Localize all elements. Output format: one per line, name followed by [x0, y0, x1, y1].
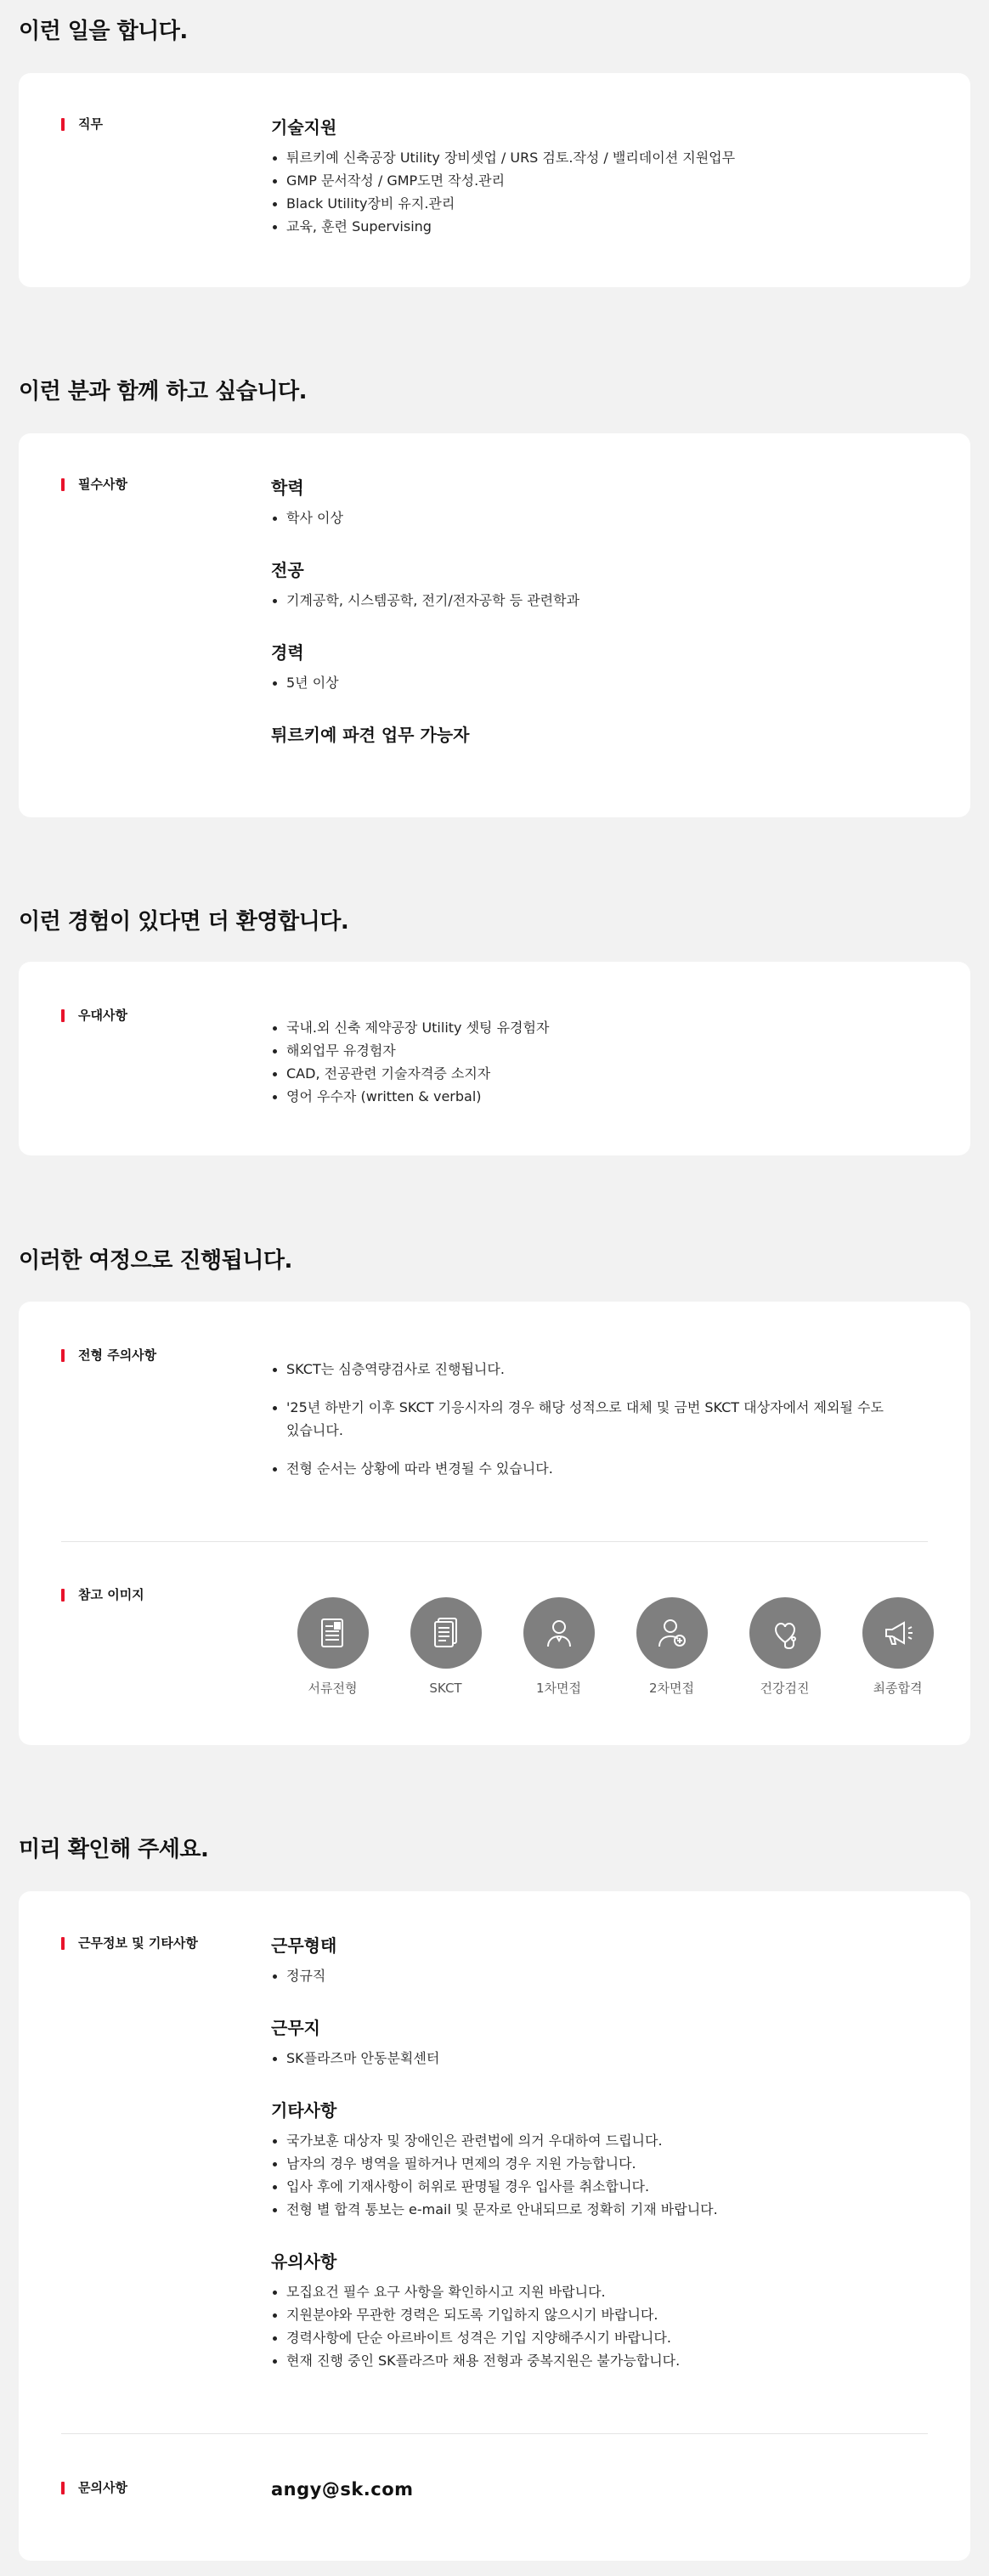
process-step-label: 1차면접	[535, 1681, 581, 1696]
education-list	[271, 506, 936, 529]
section-title-job: 이런 일을 합니다.	[19, 19, 188, 44]
preferred-list	[271, 1016, 936, 1108]
work-type-heading: 근무형태	[271, 1935, 337, 1956]
caution-item: 현재 진행 중인 SK플라즈마 채용 전형과 중복지원은 불가능합니다.	[271, 2349, 936, 2372]
info-label: 근무정보 및 기타사항	[61, 1935, 198, 1951]
process-step	[276, 1597, 389, 1696]
process-notice-item: 전형 순서는 상황에 따라 변경될 수 있습니다.	[271, 1457, 900, 1480]
reference-image-label: 참고 이미지	[61, 1587, 144, 1602]
job-label: 직무	[61, 116, 103, 132]
process-notice-content	[271, 1358, 900, 1480]
stethoscope-heart-icon	[749, 1597, 821, 1669]
preferred-item: 국내.외 신축 제약공장 Utility 셋팅 유경험자	[271, 1016, 936, 1039]
job-duty-item: 튀르키예 신축공장 Utility 장비셋업 / URS 검토.작성 / 밸리데이션 지원업무	[271, 146, 936, 169]
etc-list	[271, 2129, 936, 2221]
process-notice-list	[271, 1358, 900, 1480]
process-notice-item: '25년 하반기 이후 SKCT 기응시자의 경우 해당 성적으로 대체 및 금번 SKCT 대상자에서 제외될 수도 있습니다.	[271, 1396, 900, 1442]
education-item: 학사 이상	[271, 506, 936, 529]
process-steps	[276, 1597, 954, 1696]
contact-email[interactable]: angy@sk.com	[271, 2479, 414, 2500]
caution-list	[271, 2280, 936, 2372]
requirements-content	[271, 477, 936, 745]
etc-item: 입사 후에 기재사항이 허위로 판명될 경우 입사를 취소합니다.	[271, 2175, 936, 2198]
process-step	[389, 1597, 502, 1696]
job-duty-item: GMP 문서작성 / GMP도면 작성.관리	[271, 169, 936, 192]
section-title-check: 미리 확인해 주세요.	[19, 1837, 209, 1862]
info-content	[271, 1935, 936, 2372]
requirements-label: 필수사항	[61, 477, 127, 492]
preferred-label: 우대사항	[61, 1008, 127, 1023]
document-icon	[297, 1597, 369, 1669]
process-step	[841, 1597, 954, 1696]
caution-item: 경력사항에 단순 아르바이트 성격은 기입 지양해주시기 바랍니다.	[271, 2326, 936, 2349]
work-type-item: 정규직	[271, 1964, 936, 1987]
process-step	[728, 1597, 841, 1696]
section-title-requirements: 이런 분과 함께 하고 싶습니다.	[19, 379, 307, 404]
job-card	[19, 73, 970, 287]
etc-item: 국가보훈 대상자 및 장애인은 관련법에 의거 우대하여 드립니다.	[271, 2129, 936, 2152]
interviewer-plus-icon	[636, 1597, 708, 1669]
major-heading: 전공	[271, 560, 304, 580]
process-notice-label: 전형 주의사항	[61, 1347, 156, 1363]
process-step-label: 서류전형	[308, 1681, 358, 1696]
job-heading: 기술지원	[271, 117, 337, 138]
work-type-list	[271, 1964, 936, 1987]
dispatch-heading: 튀르키예 파견 업무 가능자	[271, 725, 470, 745]
preferred-item: CAD, 전공관련 기술자격증 소지자	[271, 1062, 936, 1085]
process-step-label: 건강검진	[760, 1681, 810, 1696]
etc-heading: 기타사항	[271, 2100, 337, 2121]
section-divider	[61, 1541, 928, 1542]
check-card	[19, 1891, 970, 2561]
process-step-label: 최종합격	[873, 1681, 923, 1696]
job-duty-item: Black Utility장비 유지.관리	[271, 192, 936, 215]
education-heading: 학력	[271, 477, 304, 498]
preferred-item: 영어 우수자 (written & verbal)	[271, 1085, 936, 1108]
preferred-content	[271, 1016, 936, 1108]
caution-item: 지원분야와 무관한 경력은 되도록 기입하지 않으시기 바랍니다.	[271, 2303, 936, 2326]
caution-item: 모집요건 필수 요구 사항을 확인하시고 지원 바랍니다.	[271, 2280, 936, 2303]
process-card	[19, 1302, 970, 1745]
career-heading: 경력	[271, 642, 304, 663]
career-item: 5년 이상	[271, 671, 936, 694]
contact-label: 문의사항	[61, 2480, 127, 2495]
interviewer-icon	[523, 1597, 595, 1669]
requirements-card	[19, 433, 970, 817]
caution-heading: 유의사항	[271, 2251, 337, 2272]
process-notice-item: SKCT는 심층역량검사로 진행됩니다.	[271, 1358, 900, 1381]
section-title-process: 이러한 여정으로 진행됩니다.	[19, 1248, 292, 1274]
process-step-label: 2차면접	[648, 1681, 694, 1696]
section-divider	[61, 2433, 928, 2434]
job-duty-list	[271, 146, 936, 238]
megaphone-icon	[862, 1597, 934, 1669]
etc-item: 남자의 경우 병역을 필하거나 면제의 경우 지원 가능합니다.	[271, 2152, 936, 2175]
process-step	[615, 1597, 728, 1696]
preferred-card	[19, 962, 970, 1155]
location-list	[271, 2047, 936, 2070]
job-duty-item: 교육, 훈련 Supervising	[271, 215, 936, 238]
process-step-label: SKCT	[429, 1681, 462, 1696]
major-item: 기계공학, 시스템공학, 전기/전자공학 등 관련학과	[271, 589, 936, 612]
test-sheets-icon	[410, 1597, 482, 1669]
major-list	[271, 589, 936, 612]
section-title-preferred: 이런 경험이 있다면 더 환영합니다.	[19, 909, 349, 935]
preferred-item: 해외업무 유경험자	[271, 1039, 936, 1062]
location-item: SK플라즈마 안동분획센터	[271, 2047, 936, 2070]
process-step	[502, 1597, 615, 1696]
job-content	[271, 117, 936, 238]
career-list	[271, 671, 936, 694]
etc-item: 전형 별 합격 통보는 e-mail 및 문자로 안내되므로 정확히 기재 바랍니다.	[271, 2198, 936, 2221]
location-heading: 근무지	[271, 2018, 320, 2038]
